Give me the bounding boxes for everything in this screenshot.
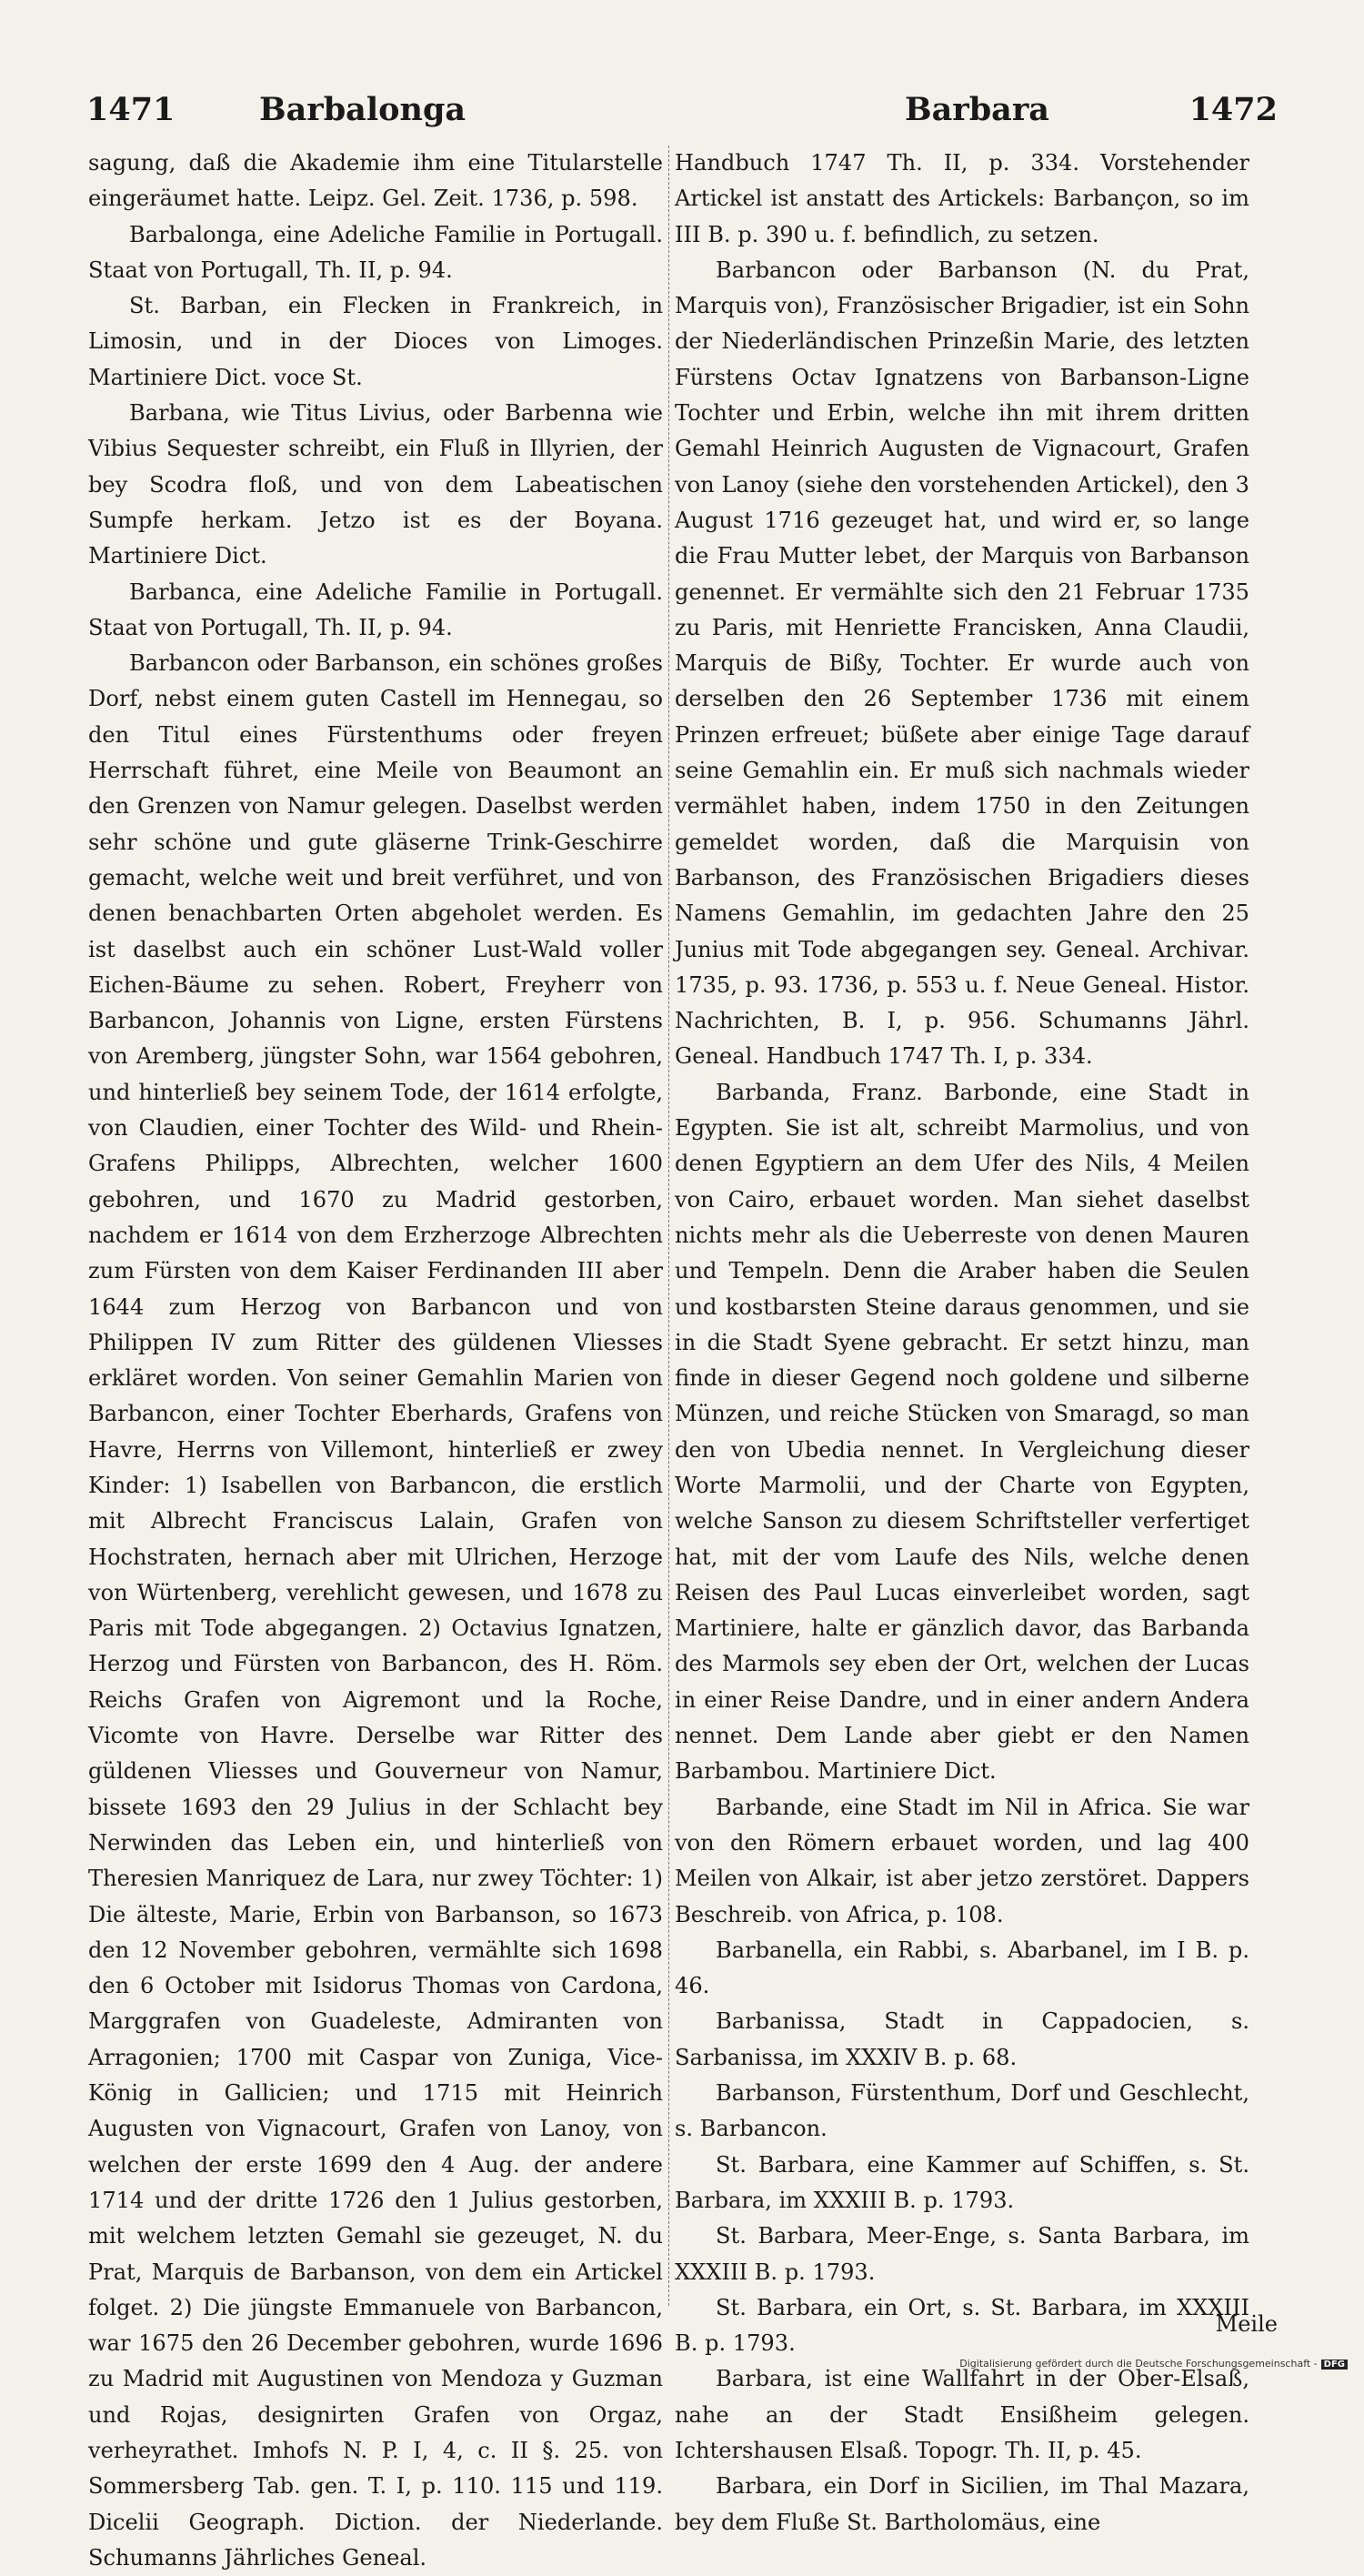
entry-paragraph: Barbanella, ein Rabbi, s. Abarbanel, im I B. p. 46. [675, 1937, 1249, 1999]
credit-text: Digitalisierung gefördert durch die Deutsche Forschungsgemeinschaft - [959, 2358, 1318, 2370]
page-number-right: 1472 [1188, 91, 1278, 128]
entry-paragraph: St. Barbara, ein Ort, s. St. Barbara, im XXXIII B. p. 1793. [675, 2294, 1249, 2357]
entry-paragraph: Barbancon oder Barbanson, ein schönes großes Dorf, nebst einem guten Castell im Hennegau, so den Titul eines Fürstenthums oder freyen Herrschaft führet, eine Meile von Beaumont an den Grenzen von Namur gelegen. Daselbst werden sehr schöne und gute gläserne Trink-Geschirre gemacht, welche weit und breit verführet, und von denen benachbarten Orten abgeholet werden. Es ist daselbst auch ein schöner Lust-Wald voller Eichen-Bäume zu sehen. Robert, Freyherr von Barbancon, Johannis von Ligne, ersten Fürstens von Aremberg, jüngster Sohn, war 1564 gebohren, und hinterließ bey seinem Tode, der 1614 erfolgte, von Claudien, einer Tochter des Wild- und Rhein-Grafens Philipps, Albrechten, welcher 1600 gebohren, und 1670 zu Madrid gestorben, nachdem er 1614 von dem Erzherzoge Albrechten zum Fürsten von dem Kaiser Ferdinanden III aber 1644 zum Herzog von Barbancon und von Philippen IV zum Ritter des güldenen Vliesses erkläret worden. Von seiner Gemahlin Marien von Barbancon, einer Tochter Eberhards, Grafens von Havre, Herrns von Villemont, hinterließ er zwey Kinder: 1) Isabellen von Barbancon, die erstlich mit Albrecht Franciscus Lalain, Grafen von Hochstraten, hernach aber mit Ulrichen, Herzoge von Würtenberg, verehlicht gewesen, und 1678 zu Paris mit Tode abgegangen. 2) Octavius Ignatzen, Herzog und Fürsten von Barbancon, des H. Röm. Reichs Grafen von Aigremont und la Roche, Vicomte von Havre. Derselbe war Ritter des güldenen Vliesses und Gouverneur von Namur, bissete 1693 den 29 Julius in der Schlacht bey Nerwinden das Leben ein, und hinterließ von Theresien Manriquez de Lara, nur zwey Töchter: 1) Die älteste, Marie, Erbin von Barbanson, so 1673 den 12 November gebohren, vermählte sich 1698 den 6 October mit Isidorus Thomas von Cardona, Marggrafen von Guadeleste, Admiranten von Arragonien; 1700 mit Caspar von Zuniga, Vice-König in Gallicien; und 1715 mit Heinrich Augusten von Vignacourt, Grafen von Lanoy, von welchen der erste 1699 den 4 Aug. der andere 1714 und der dritte 1726 den 1 Julius gestorben, mit welchem letzten Gemahl sie gezeuget, N. du Prat, Marquis de Barbanson, von dem ein Artickel folget. 2) Die jüngste Emmanuele von Barbancon, war 1675 den 26 December gebohren, wurde 1696 zu Madrid mit Augustinen von Mendoza y Guzman und Rojas, designirten Grafen von Orgaz, verheyrathet. Imhofs N. P. I, 4, c. II §. 25. von Sommersberg Tab. gen. T. I, p. 110. 115 und 119. Dicelii Geograph. Diction. der Niederlande. Schumanns Jährliches Geneal. [88, 650, 663, 2571]
catchword: Meile [1215, 2311, 1278, 2337]
running-headword-left: Barbalonga [259, 91, 466, 128]
entry-paragraph: Barbanda, Franz. Barbonde, eine Stadt in Egypten. Sie ist alt, schreibt Marmolius, und von denen Egyptiern an dem Ufer des Nils, 4 Meilen von Cairo, erbauet worden. Man siehet daselbst nichts mehr als die Ueberreste von denen Mauren und Tempeln. Denn die Araber haben die Seulen und kostbarsten Steine daraus genommen, und sie in die Stadt Syene gebracht. Er setzt hinzu, man finde in dieser Gegend noch goldene und silberne Münzen, und reiche Stücken von Smaragd, so man den von Ubedia nennet. In Vergleichung dieser Worte Marmolii, und der Charte von Egypten, welche Sanson zu diesem Schriftsteller verfertiget hat, mit der vom Laufe des Nils, welche denen Reisen des Paul Lucas einverleibet worden, sagt Martiniere, halte er gänzlich davor, das Barbanda des Marmols sey eben der Ort, welchen der Lucas in einer Reise Dandre, und in einer andern Andera nennet. Dem Lande aber giebt er den Namen Barbambou. Martiniere Dict. [675, 1079, 1249, 1785]
running-headword-right: Barbara [905, 91, 1049, 128]
entry-paragraph: Barbanson, Fürstenthum, Dorf und Geschlecht, s. Barbancon. [675, 2080, 1249, 2142]
entry-paragraph: St. Barban, ein Flecken in Frankreich, in Limosin, und in der Dioces von Limoges. Martiniere Dict. voce St. [88, 293, 663, 390]
running-header [86, 91, 1278, 146]
entry-paragraph: St. Barbara, Meer-Enge, s. Santa Barbara, im XXXIII B. p. 1793. [675, 2223, 1249, 2285]
digitization-credit [959, 2358, 1348, 2370]
entry-paragraph: Barbara, ein Dorf in Sicilien, im Thal Mazara, bey dem Fluße St. Bartholomäus, eine [675, 2473, 1249, 2535]
column-divider [668, 146, 670, 2306]
entry-paragraph: Handbuch 1747 Th. II, p. 334. Vorstehender Artickel ist anstatt des Artickels: Barbançon, so im III B. p. 390 u. f. befindlich, zu setzen. [675, 150, 1249, 247]
entry-paragraph: Barbara, ist eine Wallfahrt in der Ober-Elsaß, nahe an der Stadt Ensißheim gelegen. Ichtershausen Elsaß. Topogr. Th. II, p. 45. [675, 2366, 1249, 2463]
entry-paragraph: Barbalonga, eine Adeliche Familie in Portugall. Staat von Portugall, Th. II, p. 94. [88, 221, 663, 283]
dfg-logo: DFG [1321, 2360, 1348, 2370]
entry-paragraph: Barbanca, eine Adeliche Familie in Portugall. Staat von Portugall, Th. II, p. 94. [88, 579, 663, 640]
page-number-left: 1471 [86, 91, 176, 128]
entry-paragraph: Barbancon oder Barbanson (N. du Prat, Marquis von), Französischer Brigadier, ist ein Sohn der Niederländischen Prinzeßin Marie, des letzten Fürstens Octav Ignatzens von Barbanson-Ligne Tochter und Erbin, welche ihn mit ihrem dritten Gemahl Heinrich Augusten de Vignacourt, Grafen von Lanoy (siehe den vorstehenden Artickel), den 3 August 1716 gezeuget hat, und wird er, so lange die Frau Mutter lebet, der Marquis von Barbanson genennet. Er vermählte sich den 21 Februar 1735 zu Paris, mit Henriette Francisken, Anna Claudii, Marquis de Bißy, Tochter. Er wurde auch von derselben den 26 September 1736 mit einem Prinzen erfreuet; büßete aber einige Tage darauf seine Gemahlin ein. Er muß sich nachmals wieder vermählet haben, indem 1750 in den Zeitungen gemeldet worden, daß die Marquisin von Barbanson, des Französischen Brigadiers dieses Namens Gemahlin, im gedachten Jahre den 25 Junius mit Tode abgegangen sey. Geneal. Archivar. 1735, p. 93. 1736, p. 553 u. f. Neue Geneal. Histor. Nachrichten, B. I, p. 956. Schumanns Jährl. Geneal. Handbuch 1747 Th. I, p. 334. [675, 257, 1249, 1070]
left-column [88, 146, 663, 2571]
entry-paragraph: sagung, daß die Akademie ihm eine Titularstelle eingeräumet hatte. Leipz. Gel. Zeit. 1736, p. 598. [88, 150, 663, 212]
entry-paragraph: Barbana, wie Titus Livius, oder Barbenna wie Vibius Sequester schreibt, ein Fluß in Illyrien, der bey Scodra floß, und von dem Labeatischen Sumpfe herkam. Jetzo ist es der Boyana. Martiniere Dict. [88, 400, 663, 569]
entry-paragraph: St. Barbara, eine Kammer auf Schiffen, s. St. Barbara, im XXXIII B. p. 1793. [675, 2151, 1249, 2213]
entry-paragraph: Barbande, eine Stadt im Nil in Africa. Sie war von den Römern erbauet worden, und lag 400 Meilen von Alkair, ist aber jetzo zerstöret. Dappers Beschreib. von Africa, p. 108. [675, 1794, 1249, 1927]
entry-paragraph: Barbanissa, Stadt in Cappadocien, s. Sarbanissa, im XXXIV B. p. 68. [675, 2008, 1249, 2070]
